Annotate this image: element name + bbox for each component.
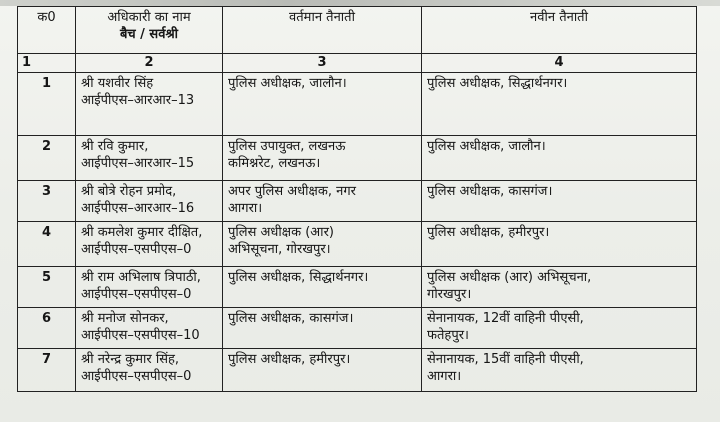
- officer-cell: [76, 181, 223, 222]
- officer-name: श्री नरेन्द्र कुमार सिंह,: [81, 352, 180, 367]
- current-posting-cell: [223, 267, 422, 308]
- table-row: [18, 73, 697, 136]
- table-row: [18, 308, 697, 349]
- current-posting-line: पुलिस अधीक्षक, हमीरपुर।: [228, 352, 351, 367]
- current-posting-line: पुलिस अधीक्षक, कासगंज।: [228, 311, 354, 326]
- officer-cell: [76, 73, 223, 136]
- column-number: 1: [18, 54, 76, 73]
- current-posting-line: पुलिस अधीक्षक (आर): [228, 225, 334, 240]
- new-posting-line: आगरा।: [427, 369, 462, 384]
- new-posting-line: सेनानायक, 12वीं वाहिनी पीएसी,: [427, 311, 584, 326]
- new-posting-cell: [422, 267, 697, 308]
- column-number: 2: [76, 54, 223, 73]
- header-current-posting: वर्तमान तैनाती: [223, 7, 422, 54]
- current-posting-line: पुलिस अधीक्षक, सिद्धार्थनगर।: [228, 270, 369, 285]
- new-posting-line: पुलिस अधीक्षक, हमीरपुर।: [427, 225, 550, 240]
- table-row: [18, 136, 697, 181]
- officer-name: श्री रवि कुमार,: [81, 139, 149, 154]
- header-name-line1: अधिकारी का नाम: [107, 10, 191, 25]
- officer-batch: आईपीएस–आरआर–13: [81, 93, 195, 108]
- officer-batch: आईपीएस–आरआर–15: [81, 156, 195, 171]
- current-posting-line: अभिसूचना, गोरखपुर।: [228, 242, 331, 257]
- officer-batch: आईपीएस–एसपीएस–0: [81, 287, 192, 302]
- new-posting-cell: [422, 349, 697, 392]
- new-posting-line: गोरखपुर।: [427, 287, 472, 302]
- serial-number: 5: [18, 267, 76, 308]
- new-posting-line: सेनानायक, 15वीं वाहिनी पीएसी,: [427, 352, 584, 367]
- officer-batch: आईपीएस–एसपीएस–10: [81, 328, 200, 343]
- current-posting-cell: [223, 136, 422, 181]
- current-posting-cell: [223, 349, 422, 392]
- new-posting-cell: [422, 73, 697, 136]
- officer-name: श्री राम अभिलाष त्रिपाठी,: [81, 270, 201, 285]
- serial-number: 6: [18, 308, 76, 349]
- column-number-row: [18, 54, 697, 73]
- table-row: [18, 181, 697, 222]
- new-posting-cell: [422, 308, 697, 349]
- officer-batch: आईपीएस–एसपीएस–0: [81, 242, 192, 257]
- table-row: [18, 267, 697, 308]
- new-posting-cell: [422, 222, 697, 267]
- current-posting-cell: [223, 181, 422, 222]
- serial-number: 7: [18, 349, 76, 392]
- new-posting-cell: [422, 136, 697, 181]
- header-new-posting: नवीन तैनाती: [422, 7, 697, 54]
- officer-cell: [76, 222, 223, 267]
- header-name-line2: बैच / सर्वश्री: [119, 27, 179, 42]
- officer-cell: [76, 349, 223, 392]
- current-posting-line: अपर पुलिस अधीक्षक, नगर: [228, 184, 356, 199]
- officer-name: श्री मनोज सोनकर,: [81, 311, 169, 326]
- current-posting-line: आगरा।: [228, 201, 263, 216]
- table-row: [18, 222, 697, 267]
- header-officer-name: [76, 7, 223, 54]
- officer-cell: [76, 136, 223, 181]
- new-posting-line: पुलिस अधीक्षक, कासगंज।: [427, 184, 553, 199]
- current-posting-line: कमिश्नरेट, लखनऊ।: [228, 156, 321, 171]
- current-posting-line: पुलिस उपायुक्त, लखनऊ: [228, 139, 346, 154]
- serial-number: 1: [18, 73, 76, 136]
- column-number: 4: [422, 54, 697, 73]
- officer-cell: [76, 267, 223, 308]
- current-posting-cell: [223, 222, 422, 267]
- new-posting-line: पुलिस अधीक्षक, सिद्धार्थनगर।: [427, 76, 568, 91]
- current-posting-cell: [223, 308, 422, 349]
- serial-number: 3: [18, 181, 76, 222]
- new-posting-line: फतेहपुर।: [427, 328, 469, 343]
- officer-name: श्री कमलेश कुमार दीक्षित,: [81, 225, 203, 240]
- posting-table: [17, 6, 697, 392]
- header-row: [18, 7, 697, 54]
- header-serial: क0: [18, 7, 76, 54]
- new-posting-cell: [422, 181, 697, 222]
- officer-batch: आईपीएस–एसपीएस–0: [81, 369, 192, 384]
- new-posting-line: पुलिस अधीक्षक, जालौन।: [427, 139, 546, 154]
- current-posting-line: पुलिस अधीक्षक, जालौन।: [228, 76, 347, 91]
- column-number: 3: [223, 54, 422, 73]
- officer-batch: आईपीएस–आरआर–16: [81, 201, 195, 216]
- officer-name: श्री यशवीर सिंह: [81, 76, 154, 91]
- officer-name: श्री बोत्रे रोहन प्रमोद,: [81, 184, 177, 199]
- serial-number: 2: [18, 136, 76, 181]
- table-row: [18, 349, 697, 392]
- serial-number: 4: [18, 222, 76, 267]
- officer-cell: [76, 308, 223, 349]
- current-posting-cell: [223, 73, 422, 136]
- new-posting-line: पुलिस अधीक्षक (आर) अभिसूचना,: [427, 270, 592, 285]
